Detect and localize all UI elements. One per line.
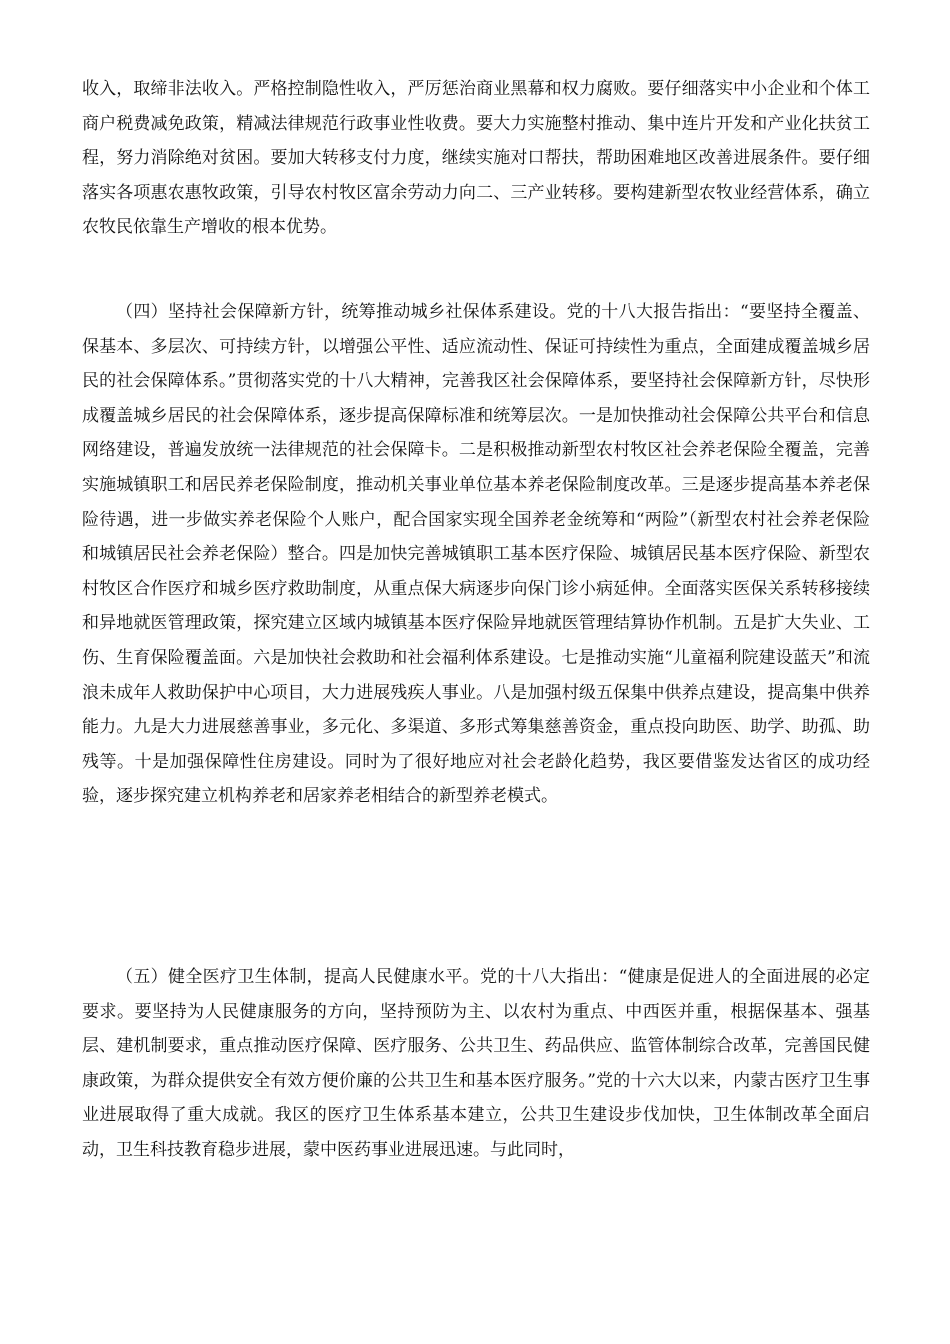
paragraph-social-security: （四）坚持社会保障新方针，统筹推动城乡社保体系建设。党的十八大报告指出：“要坚持全覆盖、保基本、多层次、可持续方针，以增强公平性、适应流动性、保证可持续性为重点，全面建成覆盖城乡居民的社会保障体系。”贯彻落实党的十八大精神，完善我区社会保障体系，要坚持社会保障新方针，尽快形成覆盖城乡居民的社会保障体系，逐步提高保障标准和统筹层次。一是加快推动社会保障公共平台和信息网络建设，普遍发放统一法律规范的社会保障卡。二是积极推动新型农村牧区社会养老保险全覆盖，完善实施城镇职工和居民养老保险制度，推动机关事业单位基本养老保险制度改革。三是逐步提高基本养老保险待遇，进一步做实养老保险个人账户，配合国家实现全国养老金统筹和“两险”（新型农村社会养老保险和城镇居民社会养老保险）整合。四是加快完善城镇职工基本医疗保险、城镇居民基本医疗保险、新型农村牧区合作医疗和城乡医疗救助制度，从重点保大病逐步向保门诊小病延伸。全面落实医保关系转移接续和异地就医管理政策，探究建立区域内城镇基本医疗保险异地就医管理结算协作机制。五是扩大失业、工伤、生育保险覆盖面。六是加快社会救助和社会福利体系建设。七是推动实施“儿童福利院建设蓝天”和流浪未成年人救助保护中心项目，大力进展残疾人事业。八是加强村级五保集中供养点建设，提高集中供养能力。九是大力进展慈善事业，多元化、多渠道、多形式筹集慈善资金，重点投向助医、助学、助孤、助残等。十是加强保障性住房建设。同时为了很好地应对社会老龄化趋势，我区要借鉴发达省区的成功经验，逐步探究建立机构养老和居家养老相结合的新型养老模式。: [82, 302, 870, 807]
paragraph-medical-health: （五）健全医疗卫生体制，提高人民健康水平。党的十八大指出：“健康是促进人的全面进展的必定要求。要坚持为人民健康服务的方向，坚持预防为主、以农村为重点、中西医并重，根据保基本、强基层、建机制要求，重点推动医疗保障、医疗服务、公共卫生、药品供应、监管体制综合改革，完善国民健康政策，为群众提供安全有效方便价廉的公共卫生和基本医疗服务。”党的十六大以来，内蒙古医疗卫生事业进展取得了重大成就。我区的医疗卫生体系基本建立，公共卫生建设步伐加快，卫生体制改革全面启动，卫生科技教育稳步进展，蒙中医药事业进展迅速。与此同时，: [82, 967, 870, 1160]
paragraph-income-distribution: 收入，取缔非法收入。严格控制隐性收入，严厉惩治商业黑幕和权力腐败。要仔细落实中小企业和个体工商户税费减免政策，精减法律规范行政事业性收费。要大力实施整村推动、集中连片开发和产业化扶贫工程，努力消除绝对贫困。要加大转移支付力度，继续实施对口帮扶，帮助困难地区改善进展条件。要仔细落实各项惠农惠牧政策，引导农村牧区富余劳动力向二、三产业转移。要构建新型农牧业经营体系，确立农牧民依靠生产增收的根本优势。: [82, 79, 870, 238]
